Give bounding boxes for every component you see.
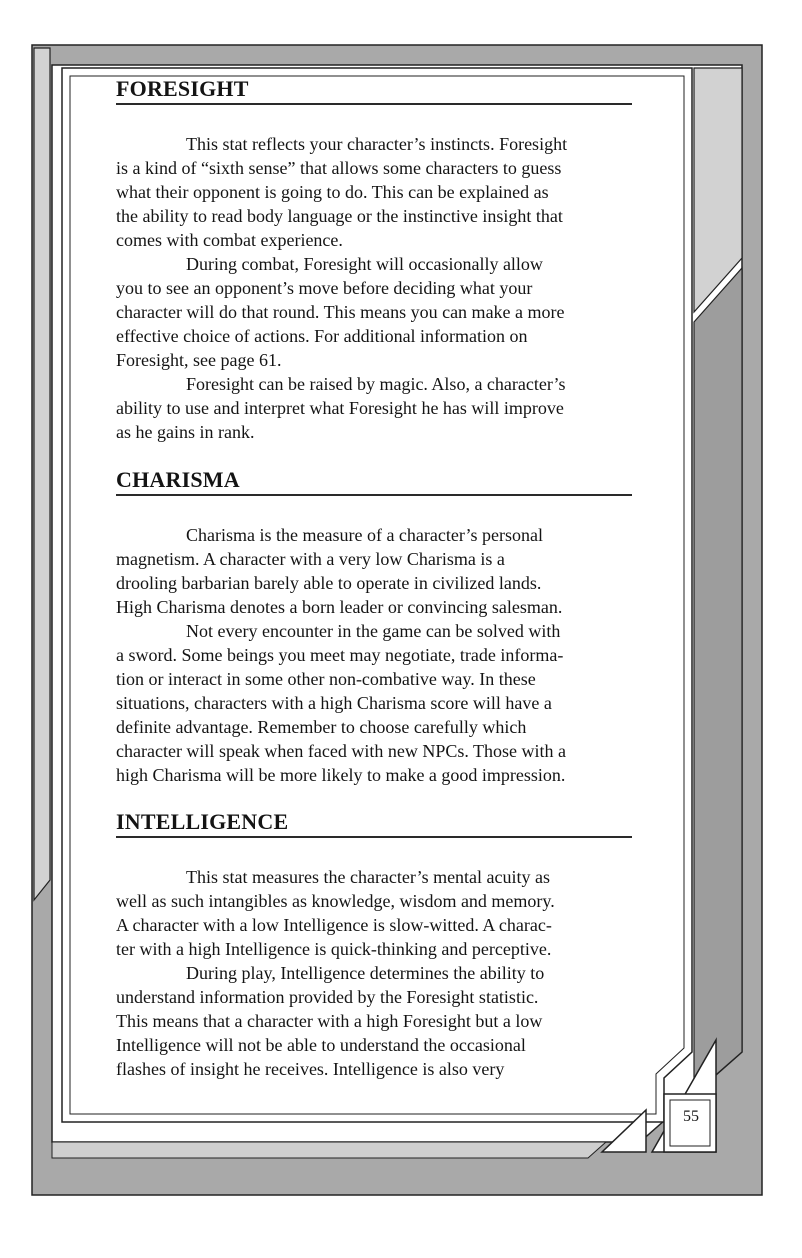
section-intelligence xyxy=(116,810,632,1081)
section-charisma xyxy=(116,468,632,787)
section-heading: INTELLIGENCE xyxy=(116,810,632,838)
section-body xyxy=(116,523,632,787)
paragraph: Charisma is the measure of a character’s personal magnetism. A character with a very low Charisma is a drooling barbarian barely able to operate in civilized lands. High Charisma denotes a born leader or convincing salesman. xyxy=(116,525,563,617)
section-body xyxy=(116,132,632,444)
paragraph: This stat reflects your character’s instincts. Foresight is a kind of “sixth sense” that allows some characters to guess what their opponent is going to do. This can be explained as the ability to read body language or the instinctive insight that comes with combat experience. xyxy=(116,134,568,250)
paragraph: Not every encounter in the game can be solved with a sword. Some beings you meet may negotiate, trade informa- tion or interact in some other non-combative way. In these situations, characters with a high Charisma score will have a definite advantage. Remember to choose carefully which character will speak when faced with new NPCs. Those with a high Charisma will be more likely to make a good impression. xyxy=(116,621,567,785)
paragraph: During combat, Foresight will occasionally allow you to see an opponent’s move before deciding what your character will do that round. This means you can make a more effective choice of actions. For additional information on Foresight, see page 61. xyxy=(116,254,565,370)
paragraph: Foresight can be raised by magic. Also, a character’s ability to use and interpret what Foresight he has will improve as he gains in rank. xyxy=(116,374,566,442)
left-diagonal-accent xyxy=(34,48,50,900)
paragraph: During play, Intelligence determines the ability to understand information provided by the Foresight statistic. This means that a character with a high Foresight but a low Intelligence will not be able to understand the occasional flashes of insight he receives. Intelligence is also very xyxy=(116,963,545,1079)
page-number: 55 xyxy=(683,1108,699,1125)
section-body xyxy=(116,865,632,1081)
paragraph: This stat measures the character’s mental acuity as well as such intangibles as knowledge, wisdom and memory. A character with a low Intelligence is slow-witted. A charac- ter with a high Intelligence is quick-thinking and perceptive. xyxy=(116,867,555,959)
section-heading: CHARISMA xyxy=(116,468,632,496)
right-lower-panel xyxy=(694,268,742,1094)
section-heading: FORESIGHT xyxy=(116,77,632,105)
section-foresight xyxy=(116,77,632,444)
bottom-strip xyxy=(52,1142,606,1158)
